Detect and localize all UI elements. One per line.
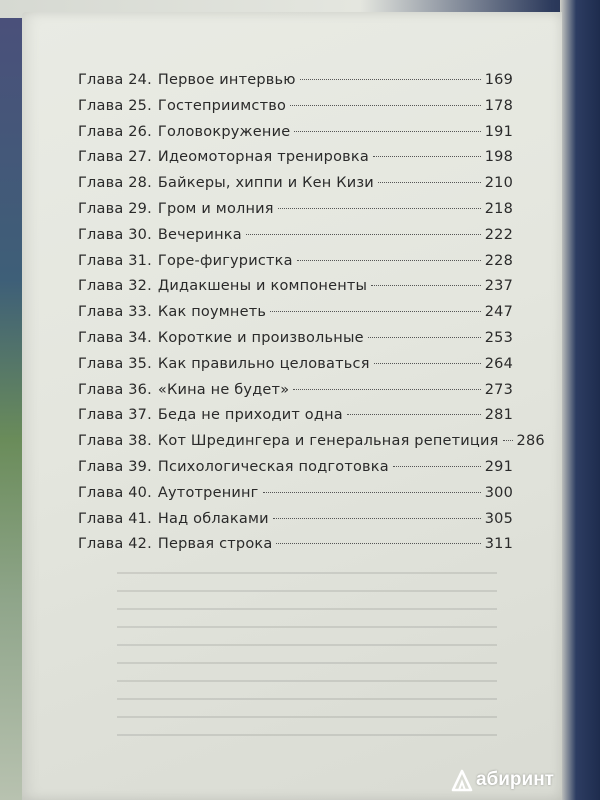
chapter-title: Короткие и произвольные <box>157 329 364 346</box>
chapter-label: Глава 24. <box>78 72 152 88</box>
chapter-title: Идеомоторная тренировка <box>157 149 369 166</box>
chapter-label: Глава 26. <box>78 123 152 140</box>
dot-leader <box>373 156 481 157</box>
dot-leader <box>278 208 481 209</box>
chapter-label: Глава 32. <box>78 278 152 295</box>
chapter-label: Глава 42. <box>78 536 152 553</box>
toc-entry <box>78 407 513 433</box>
dot-leader <box>294 131 480 132</box>
toc-entry <box>78 304 513 330</box>
page-number: 286 <box>516 433 545 450</box>
page-number: 273 <box>484 381 513 398</box>
dot-leader <box>293 389 480 390</box>
page-number: 210 <box>484 175 513 192</box>
toc-entry <box>78 253 513 279</box>
page-number: 291 <box>484 458 513 475</box>
dot-leader <box>347 414 481 415</box>
toc-entry <box>78 485 513 511</box>
dot-leader <box>273 518 481 519</box>
toc-entry <box>78 124 513 150</box>
page-number: 169 <box>484 72 513 88</box>
chapter-title: Кот Шредингера и генеральная репетиция <box>157 433 499 450</box>
dot-leader <box>263 492 481 493</box>
toc-entry <box>78 149 513 175</box>
table-of-contents <box>78 72 545 562</box>
chapter-label: Глава 29. <box>78 200 152 217</box>
chapter-title: Байкеры, хиппи и Кен Кизи <box>157 175 374 192</box>
dot-leader <box>297 260 481 261</box>
chapter-label: Глава 40. <box>78 484 152 501</box>
chapter-title: Как правильно целоваться <box>157 355 370 372</box>
dot-leader <box>374 363 481 364</box>
dot-leader <box>378 182 481 183</box>
book-cover-right-edge <box>560 0 600 800</box>
watermark-text: абиринт <box>475 769 554 790</box>
chapter-label: Глава 34. <box>78 329 152 346</box>
chapter-title: Беда не приходит одна <box>157 407 343 424</box>
chapter-label: Глава 41. <box>78 510 152 527</box>
dot-leader <box>300 79 481 80</box>
toc-entry <box>78 433 545 459</box>
page-number: 191 <box>484 123 513 140</box>
page-number: 281 <box>484 407 513 424</box>
chapter-title: Как поумнеть <box>157 304 267 321</box>
dot-leader <box>371 285 481 286</box>
toc-entry <box>78 227 513 253</box>
dot-leader <box>270 311 481 312</box>
page-number: 237 <box>484 278 513 295</box>
toc-entry <box>78 175 513 201</box>
chapter-label: Глава 31. <box>78 252 152 269</box>
chapter-label: Глава 36. <box>78 381 152 398</box>
toc-entry <box>78 459 513 485</box>
page-number: 247 <box>484 304 513 321</box>
toc-entry <box>78 201 513 227</box>
chapter-title: Головокружение <box>157 123 291 140</box>
page-number: 228 <box>484 252 513 269</box>
book-cover-left-edge <box>0 0 22 800</box>
toc-entry <box>78 511 513 537</box>
page-number: 222 <box>484 226 513 243</box>
chapter-title: Дидакшены и компоненты <box>157 278 368 295</box>
dot-leader <box>276 543 480 544</box>
page-number: 264 <box>484 355 513 372</box>
chapter-title: Первая строка <box>157 536 273 553</box>
dot-leader <box>246 234 481 235</box>
chapter-title: Психологическая подготовка <box>157 458 389 475</box>
chapter-title: Аутотренинг <box>157 484 259 501</box>
chapter-label: Глава 28. <box>78 175 152 192</box>
chapter-title: Гром и молния <box>157 200 274 217</box>
dot-leader <box>290 105 481 106</box>
page-number: 218 <box>484 200 513 217</box>
page-number: 198 <box>484 149 513 166</box>
chapter-label: Глава 35. <box>78 355 152 372</box>
chapter-label: Глава 27. <box>78 149 152 166</box>
chapter-label: Глава 30. <box>78 226 152 243</box>
page-number: 311 <box>484 536 513 553</box>
chapter-title: Гостеприимство <box>157 97 287 114</box>
page-number: 305 <box>484 510 513 527</box>
dot-leader <box>368 337 481 338</box>
toc-entry <box>78 382 513 408</box>
chapter-label: Глава 38. <box>78 433 152 450</box>
bleed-through-lines <box>117 572 497 772</box>
toc-entry <box>78 536 513 562</box>
toc-entry <box>78 356 513 382</box>
labirint-logo-icon <box>450 768 474 792</box>
chapter-label: Глава 33. <box>78 304 152 321</box>
toc-entry <box>78 278 513 304</box>
page-number: 300 <box>484 484 513 501</box>
chapter-label: Глава 39. <box>78 458 152 475</box>
chapter-title: Вечеринка <box>157 226 242 243</box>
toc-entry <box>78 98 513 124</box>
toc-entry <box>78 330 513 356</box>
chapter-title: Первое интервью <box>157 72 296 88</box>
page-number: 253 <box>484 329 513 346</box>
page-number: 178 <box>484 97 513 114</box>
chapter-label: Глава 25. <box>78 97 152 114</box>
dot-leader <box>503 440 513 441</box>
chapter-label: Глава 37. <box>78 407 152 424</box>
chapter-title: Над облаками <box>157 510 269 527</box>
toc-entry <box>78 72 513 98</box>
labirint-watermark <box>450 768 554 792</box>
dot-leader <box>393 466 481 467</box>
chapter-title: Горе-фигуристка <box>157 252 293 269</box>
chapter-title: «Кина не будет» <box>157 381 290 398</box>
